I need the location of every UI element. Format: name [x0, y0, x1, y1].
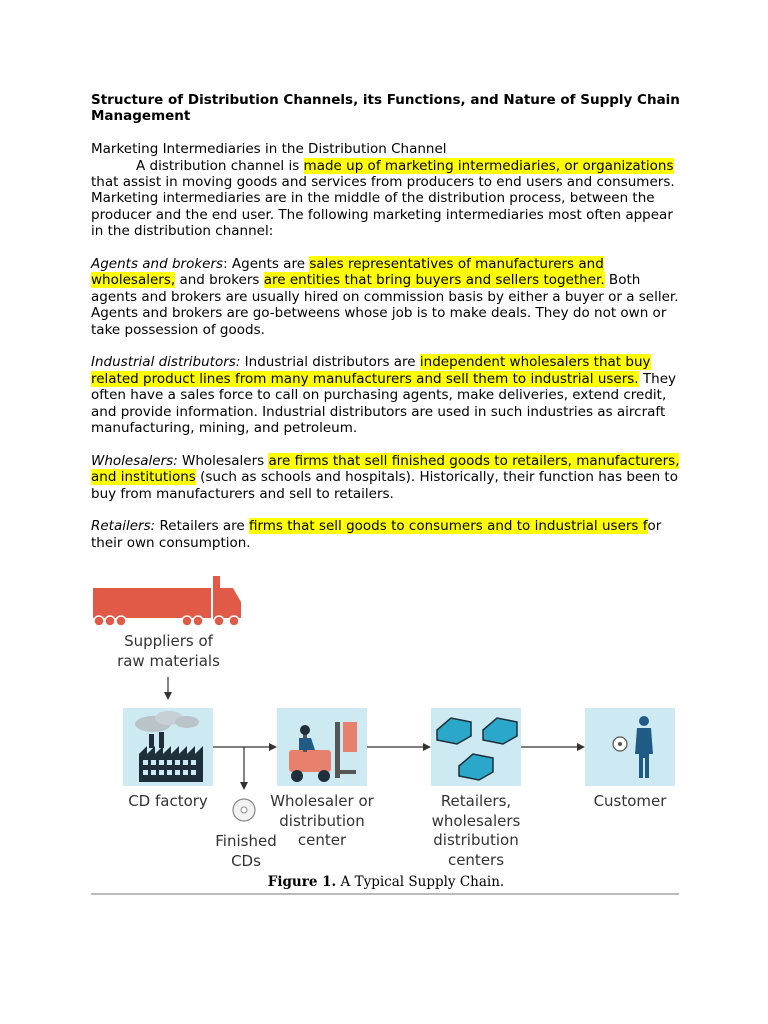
supply-chain-diagram [91, 572, 681, 872]
highlight: independent wholesalers that buy related product lines from many manufacturers and sell them to industrial users. [91, 354, 651, 387]
term-industrial: Industrial distributors: [91, 354, 241, 371]
industrial-paragraph: Industrial distributors: Industrial distributors are independent wholesalers that buy related product lines from many manufacturers and sell them to industrial users. They often have a sales force to call on purchasing agents, make deliveries, extend credit, and provide information. Industrial distributors are used in such industries as aircraft manufacturing, mining, and petroleum. [91, 354, 676, 437]
highlight: made up of marketing intermediaries, or organizations [303, 157, 674, 174]
document-title: Structure of Distribution Channels, its Functions, and Nature of Supply Chain Management [91, 92, 680, 125]
label-suppliers: Suppliers of raw materials [117, 632, 220, 670]
arrow-down-icon [164, 677, 172, 700]
document-body [91, 92, 681, 551]
figure-caption: Figure 1. A Typical Supply Chain. [267, 874, 505, 890]
truck-icon [93, 576, 241, 626]
highlight: firms that sell goods to consumers and to industrial users f [248, 518, 648, 535]
cd-icon [233, 799, 255, 821]
label-wholesaler: Wholesaler or distribution center [270, 792, 374, 849]
agents-paragraph: Agents and brokers: Agents are sales representatives of manufacturers and wholesalers, and brokers are entities that bring buyers and sellers together. Both agents and brokers are usually hired on commission basis by either a buyer or a seller. Agents and brokers are go-betweens whose job is to make deals. They do not own or take possession of goods. [91, 256, 679, 338]
term-wholesalers: Wholesalers: [91, 452, 178, 469]
retailers-paragraph: Retailers: Retailers are firms that sell goods to consumers and to industrial users for their own consumption. [91, 518, 662, 551]
term-agents: Agents and brokers [91, 256, 224, 273]
customer-tile [585, 708, 675, 786]
term-retailers: Retailers: [91, 518, 156, 535]
section-heading: Marketing Intermediaries in the Distribution Channel [91, 141, 447, 158]
highlight: sales representatives of manufacturers and wholesalers, [91, 256, 604, 289]
intro-paragraph: A distribution channel is made up of marketing intermediaries, or organizations that assist in moving goods and services from producers to end users and consumers. Marketing intermediaries are in the middle of the distribution process, between the producer and the end user. The following marketing intermediaries most often appear in the distribution channel: [91, 157, 675, 240]
label-cd-factory: CD factory [128, 792, 208, 810]
supply-chain-figure [91, 572, 681, 894]
label-finished-cds: Finished CDs [215, 832, 277, 870]
label-customer: Customer [593, 792, 667, 810]
highlight: are entities that bring buyers and sellers together. [263, 272, 605, 289]
arrow-right-icon [213, 747, 579, 784]
highlight: are firms that sell finished goods to retailers, manufacturers, and institutions [91, 452, 680, 486]
caption-rule [91, 893, 679, 895]
wholesalers-paragraph: Wholesalers: Wholesalers are firms that sell finished goods to retailers, manufacturers, and institutions (such as schools and hospitals). Historically, their function has been to buy from manufacturers and sell to retailers. [91, 452, 680, 502]
label-retailers: Retailers, wholesalers distribution centers [431, 792, 521, 869]
